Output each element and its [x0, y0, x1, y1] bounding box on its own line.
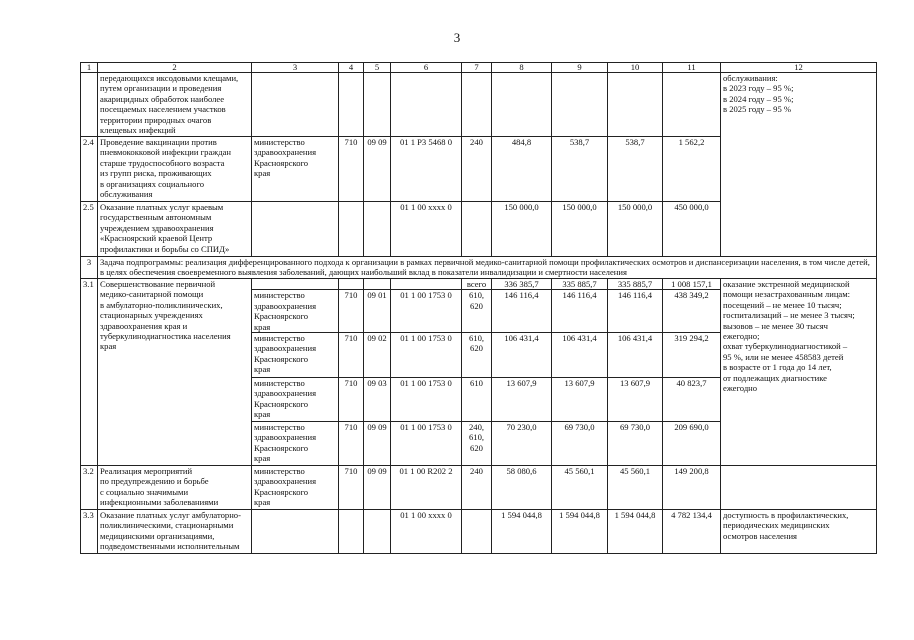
activity-text: передающихся иксодовыми клещами, путем организации и проведения акарицидных обработок наиболее посещаемых населением участков территории природных очагов клещевых инфекций — [98, 73, 252, 137]
cell: 240, 610, 620 — [462, 422, 492, 466]
cell: 484,8 — [492, 137, 552, 202]
cell: 146 116,4 — [492, 290, 552, 333]
cell: 01 1 00 хххх 0 — [391, 510, 462, 554]
col-header: 5 — [364, 63, 391, 73]
cell: 610 — [462, 378, 492, 422]
cell: 150 000,0 — [492, 202, 552, 257]
cell: 1 562,2 — [663, 137, 721, 202]
table-row — [81, 279, 877, 290]
col-header: 6 — [391, 63, 462, 73]
row-number: 2.4 — [81, 137, 98, 202]
cell: 01 1 00 хххх 0 — [391, 202, 462, 257]
cell: 01 1 00 1753 0 — [391, 378, 462, 422]
organization: министерство здравоохранения Красноярского края — [252, 422, 339, 466]
cell: 335 885,7 — [552, 279, 608, 290]
activity-text: Совершенствование первичной медико-санитарной помощи в амбулаторно-поликлинических, стационарных учреждениях здравоохранения края и туберкулинодиагностика населения края — [98, 279, 252, 466]
cell: 149 200,8 — [663, 466, 721, 510]
cell: 40 823,7 — [663, 378, 721, 422]
task-row — [81, 257, 877, 279]
cell: 01 1 Р3 5468 0 — [391, 137, 462, 202]
cell: 4 782 134,4 — [663, 510, 721, 554]
cell: 69 730,0 — [608, 422, 663, 466]
cell: 336 385,7 — [492, 279, 552, 290]
budget-table — [80, 62, 877, 554]
cell: 710 — [339, 290, 364, 333]
col-header: 7 — [462, 63, 492, 73]
cell: 58 080,6 — [492, 466, 552, 510]
cell: 09 01 — [364, 290, 391, 333]
activity-text: Проведение вакцинации против пневмококковой инфекции граждан старше трудоспособного возраста из групп риска, проживающих в организациях социального обслуживания — [98, 137, 252, 202]
cell: 710 — [339, 422, 364, 466]
cell: 146 116,4 — [608, 290, 663, 333]
cell: 538,7 — [608, 137, 663, 202]
cell: 01 1 00 1753 0 — [391, 290, 462, 333]
col-header: 11 — [663, 63, 721, 73]
organization: министерство здравоохранения Красноярского края — [252, 137, 339, 202]
col-header: 2 — [98, 63, 252, 73]
row-number: 2.5 — [81, 202, 98, 257]
cell: 01 1 00 1753 0 — [391, 422, 462, 466]
cell: 1 594 044,8 — [492, 510, 552, 554]
cell: 13 607,9 — [608, 378, 663, 422]
col-header: 8 — [492, 63, 552, 73]
cell: 1 594 044,8 — [552, 510, 608, 554]
cell: 09 09 — [364, 466, 391, 510]
col-header: 1 — [81, 63, 98, 73]
cell: 209 690,0 — [663, 422, 721, 466]
cell: 09 09 — [364, 137, 391, 202]
cell: 319 294,2 — [663, 333, 721, 378]
col-header: 9 — [552, 63, 608, 73]
cell: 610, 620 — [462, 333, 492, 378]
activity-text: Оказание платных услуг амбулаторно- поликлиническими, стационарными медицинскими организациями, подведомственными исполнительным — [98, 510, 252, 554]
cell: 45 560,1 — [608, 466, 663, 510]
cell: 710 — [339, 466, 364, 510]
organization: министерство здравоохранения Красноярского края — [252, 466, 339, 510]
col-header: 4 — [339, 63, 364, 73]
cell: 01 1 00 1753 0 — [391, 333, 462, 378]
cell: 240 — [462, 466, 492, 510]
table-row — [81, 73, 877, 137]
row-number: 3.1 — [81, 279, 98, 466]
task-text: Задача подпрограммы: реализация дифференцированного подхода к организации в рамках первичной медико-санитарной помощи профилактических осмотров и диспансеризации населения, в том числе детей, в целях обеспечения своевременного выявления заболеваний, дающих наибольший вклад в показатели инвалидизации и смертности населения — [98, 257, 877, 279]
table-row — [81, 510, 877, 554]
result-text: доступность в профилактических, периодических медицинских осмотров населения — [721, 510, 877, 554]
cell: 538,7 — [552, 137, 608, 202]
activity-text: Оказание платных услуг краевым государственным автономным учреждением здравоохранения «Красноярский краевой Центр профилактики и борьбы со СПИД» — [98, 202, 252, 257]
result-text: обслуживания: в 2023 году – 95 %; в 2024 году – 95 %; в 2025 году – 95 % — [721, 73, 877, 257]
organization: министерство здравоохранения Красноярского края — [252, 378, 339, 422]
col-header: 10 — [608, 63, 663, 73]
cell: 13 607,9 — [552, 378, 608, 422]
cell: 09 02 — [364, 333, 391, 378]
col-header: 3 — [252, 63, 339, 73]
cell: 106 431,4 — [552, 333, 608, 378]
cell: 710 — [339, 137, 364, 202]
cell: 438 349,2 — [663, 290, 721, 333]
cell: 146 116,4 — [552, 290, 608, 333]
cell: 335 885,7 — [608, 279, 663, 290]
cell: 1 594 044,8 — [608, 510, 663, 554]
col-header: 12 — [721, 63, 877, 73]
cell: 610, 620 — [462, 290, 492, 333]
page-number: 3 — [453, 30, 461, 45]
cell: 13 607,9 — [492, 378, 552, 422]
cell: 710 — [339, 333, 364, 378]
cell: 1 008 157,1 — [663, 279, 721, 290]
organization: министерство здравоохранения Красноярского края — [252, 290, 339, 333]
cell: 09 03 — [364, 378, 391, 422]
row-number: 3.2 — [81, 466, 98, 510]
cell: всего — [462, 279, 492, 290]
cell: 106 431,4 — [492, 333, 552, 378]
row-number: 3 — [81, 257, 98, 279]
table-row — [81, 466, 877, 510]
activity-text: Реализация мероприятий по предупреждению и борьбе с социально значимыми инфекционными заболеваниями — [98, 466, 252, 510]
organization: министерство здравоохранения Красноярского края — [252, 333, 339, 378]
cell: 69 730,0 — [552, 422, 608, 466]
cell: 70 230,0 — [492, 422, 552, 466]
cell: 01 1 00 R202 2 — [391, 466, 462, 510]
column-number-row — [81, 63, 877, 73]
cell: 150 000,0 — [552, 202, 608, 257]
cell: 150 000,0 — [608, 202, 663, 257]
row-number: 3.3 — [81, 510, 98, 554]
cell: 106 431,4 — [608, 333, 663, 378]
cell: 710 — [339, 378, 364, 422]
cell: 450 000,0 — [663, 202, 721, 257]
cell: 45 560,1 — [552, 466, 608, 510]
cell: 09 09 — [364, 422, 391, 466]
result-text: оказание экстренной медицинской помощи незастрахованным лицам: посещений – не менее 10 тысяч; госпитализаций – не менее 3 тысяч; вызовов – не менее 30 тысяч ежегодно; охват туберкулинодиагностикой – 95 %, или не менее 458583 детей в возрасте от 1 года до 14 лет, от подлежащих диагностике ежегодно — [721, 279, 877, 466]
cell: 240 — [462, 137, 492, 202]
